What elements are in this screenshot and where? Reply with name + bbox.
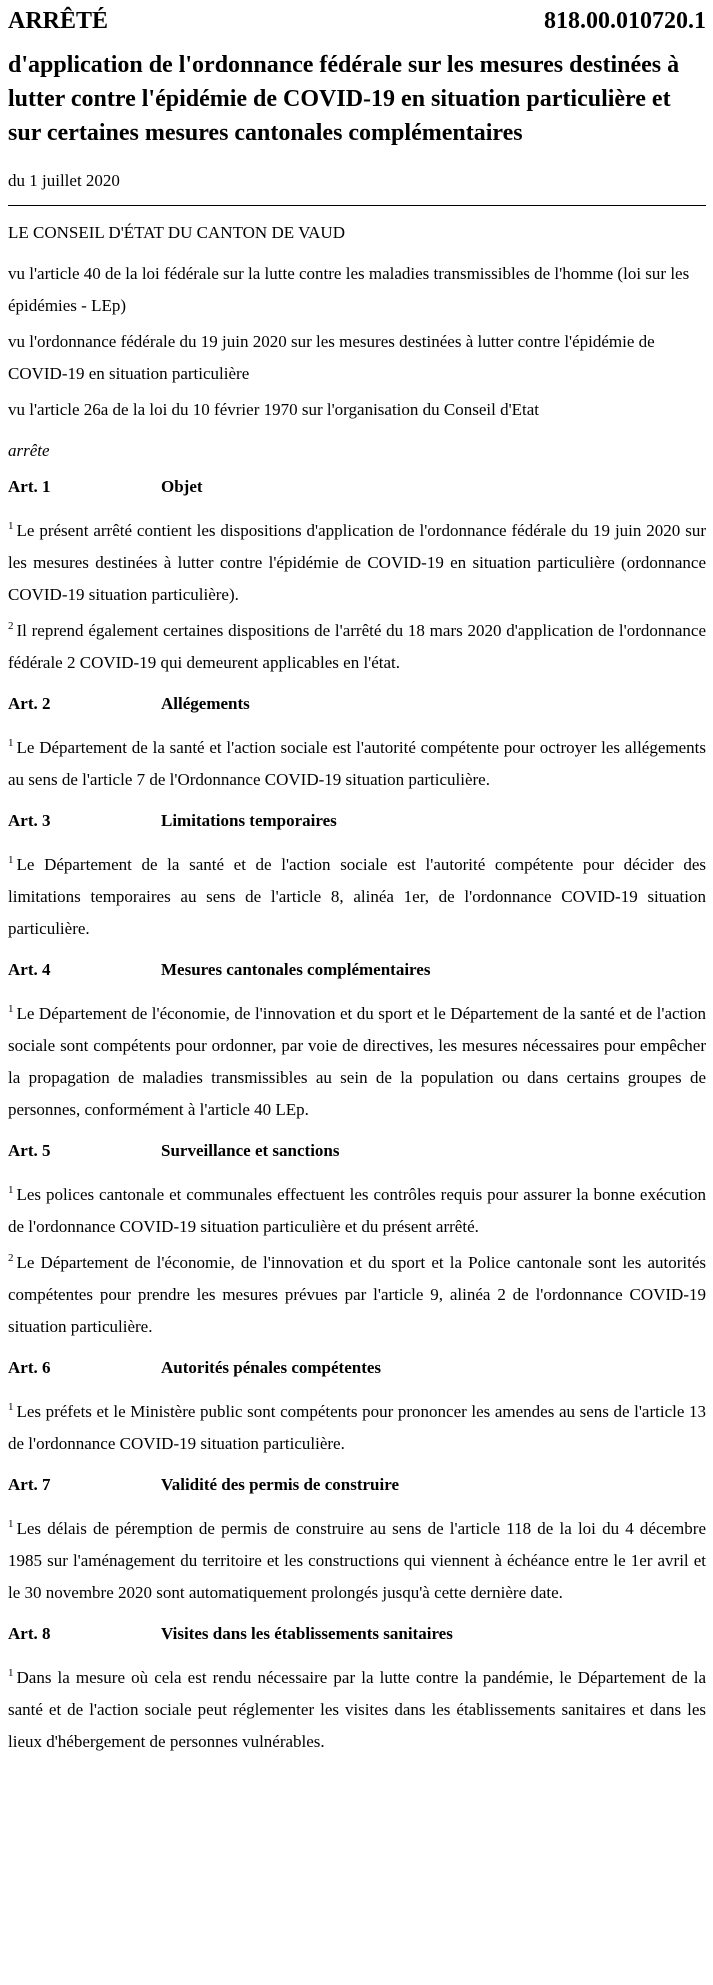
alinea-text: Le Département de l'économie, de l'innovation et du sport et la Police cantonale sont les autorités compétentes pour prendre les mesures prévues par l'article 9, alinéa 2 de l'ordonnance COVID-19 situation particulière. (8, 1253, 706, 1336)
article-title: Validité des permis de construire (161, 1475, 399, 1494)
article-number: Art. 4 (8, 960, 51, 979)
alinea (8, 1247, 706, 1343)
considerant-1: vu l'article 40 de la loi fédérale sur la lutte contre les maladies transmissibles de l'homme (loi sur les épidémies - LEp) (8, 264, 690, 315)
considerant-3: vu l'article 26a de la loi du 10 février 1970 sur l'organisation du Conseil d'Etat (8, 400, 540, 419)
alinea (8, 1396, 706, 1460)
alinea-number: 2 (8, 620, 14, 633)
alinea-text: Le Département de la santé et de l'action sociale est l'autorité compétente pour décider des limitations temporaires au sens de l'article 8, alinéa 1er, de l'ordonnance COVID-19 situation particulière. (8, 855, 706, 938)
article-heading (8, 1474, 706, 1496)
alinea-number: 1 (8, 854, 14, 867)
alinea-text: Les préfets et le Ministère public sont compétents pour prononcer les amendes au sens de l'article 13 de l'ordonnance COVID-19 situation particulière. (8, 1402, 706, 1453)
alinea (8, 615, 706, 679)
alinea-text: Le Département de l'économie, de l'innovation et du sport et le Département de la santé et de l'action sociale sont compétents pour ordonner, par voie de directives, les mesures nécessaires pour empêcher la propagation de maladies transmissibles au sein de la population ou dans certains groupes de personnes, conformément à l'article 40 LEp. (8, 1004, 706, 1119)
article-1 (8, 476, 706, 679)
article-title: Surveillance et sanctions (161, 1141, 340, 1160)
article-8 (8, 1623, 706, 1758)
alinea (8, 1179, 706, 1243)
alinea-text: Les polices cantonale et communales effectuent les contrôles requis pour assurer la bonne exécution de l'ordonnance COVID-19 situation particulière et du présent arrêté. (8, 1185, 706, 1236)
considerant-2: vu l'ordonnance fédérale du 19 juin 2020 sur les mesures destinées à lutter contre l'épidémie de COVID-19 en situation particulière (8, 332, 655, 383)
article-heading (8, 1140, 706, 1162)
article-heading (8, 1623, 706, 1645)
article-7 (8, 1474, 706, 1609)
article-number: Art. 1 (8, 477, 51, 496)
alinea (8, 1662, 706, 1758)
article-heading (8, 810, 706, 832)
article-heading (8, 959, 706, 981)
article-heading (8, 476, 706, 498)
alinea (8, 849, 706, 945)
article-heading (8, 693, 706, 715)
document-header (8, 6, 706, 36)
article-number: Art. 7 (8, 1475, 51, 1494)
article-title: Mesures cantonales complémentaires (161, 960, 431, 979)
issuing-authority: LE CONSEIL D'ÉTAT DU CANTON DE VAUD (8, 223, 345, 242)
article-2 (8, 693, 706, 796)
article-number: Art. 2 (8, 694, 51, 713)
alinea-number: 1 (8, 520, 14, 533)
alinea-text: Le Département de la santé et l'action sociale est l'autorité compétente pour octroyer les allégements au sens de l'article 7 de l'Ordonnance COVID-19 situation particulière. (8, 738, 706, 789)
document-type: ARRÊTÉ (8, 8, 109, 34)
document-date: du 1 juillet 2020 (8, 171, 120, 190)
alinea-number: 1 (8, 1667, 14, 1680)
article-3 (8, 810, 706, 945)
alinea-text: Les délais de péremption de permis de construire au sens de l'article 118 de la loi du 4 décembre 1985 sur l'aménagement du territoire et les constructions qui viennent à échéance entre le 1er avril et le 30 novembre 2020 sont automatiquement prolongés jusqu'à cette dernière date. (8, 1519, 706, 1602)
alinea-number: 1 (8, 1003, 14, 1016)
header-divider (8, 205, 706, 206)
alinea-text: Il reprend également certaines dispositions de l'arrêté du 18 mars 2020 d'application de l'ordonnance fédérale 2 COVID-19 qui demeurent applicables en l'état. (8, 621, 706, 672)
article-heading (8, 1357, 706, 1379)
article-6 (8, 1357, 706, 1460)
alinea-number: 2 (8, 1252, 14, 1265)
article-title: Visites dans les établissements sanitaires (161, 1624, 453, 1643)
article-number: Art. 8 (8, 1624, 51, 1643)
article-title: Objet (161, 477, 203, 496)
document-title: d'application de l'ordonnance fédérale sur les mesures destinées à lutter contre l'épidémie de COVID-19 en situation particulière et sur certaines mesures cantonales complémentaires (8, 52, 680, 146)
alinea-number: 1 (8, 1184, 14, 1197)
article-title: Allégements (161, 694, 250, 713)
article-title: Limitations temporaires (161, 811, 337, 830)
alinea (8, 515, 706, 611)
article-5 (8, 1140, 706, 1343)
alinea-number: 1 (8, 1401, 14, 1414)
alinea-text: Dans la mesure où cela est rendu nécessaire par la lutte contre la pandémie, le Département de la santé et de l'action sociale peut réglementer les visites dans les établissements sanitaires et dans les lieux d'hébergement de personnes vulnérables. (8, 1668, 706, 1751)
article-number: Art. 6 (8, 1358, 51, 1377)
alinea (8, 1513, 706, 1609)
alinea (8, 732, 706, 796)
document-number: 818.00.010720.1 (544, 8, 706, 34)
decree-word: arrête (8, 441, 50, 460)
article-number: Art. 3 (8, 811, 51, 830)
alinea-text: Le présent arrêté contient les dispositions d'application de l'ordonnance fédérale du 19 juin 2020 sur les mesures destinées à lutter contre l'épidémie de COVID-19 en situation particulière (ordonnance COVID-19 situation particulière). (8, 521, 706, 604)
article-4 (8, 959, 706, 1126)
article-number: Art. 5 (8, 1141, 51, 1160)
alinea (8, 998, 706, 1126)
alinea-number: 1 (8, 1518, 14, 1531)
alinea-number: 1 (8, 737, 14, 750)
article-title: Autorités pénales compétentes (161, 1358, 382, 1377)
